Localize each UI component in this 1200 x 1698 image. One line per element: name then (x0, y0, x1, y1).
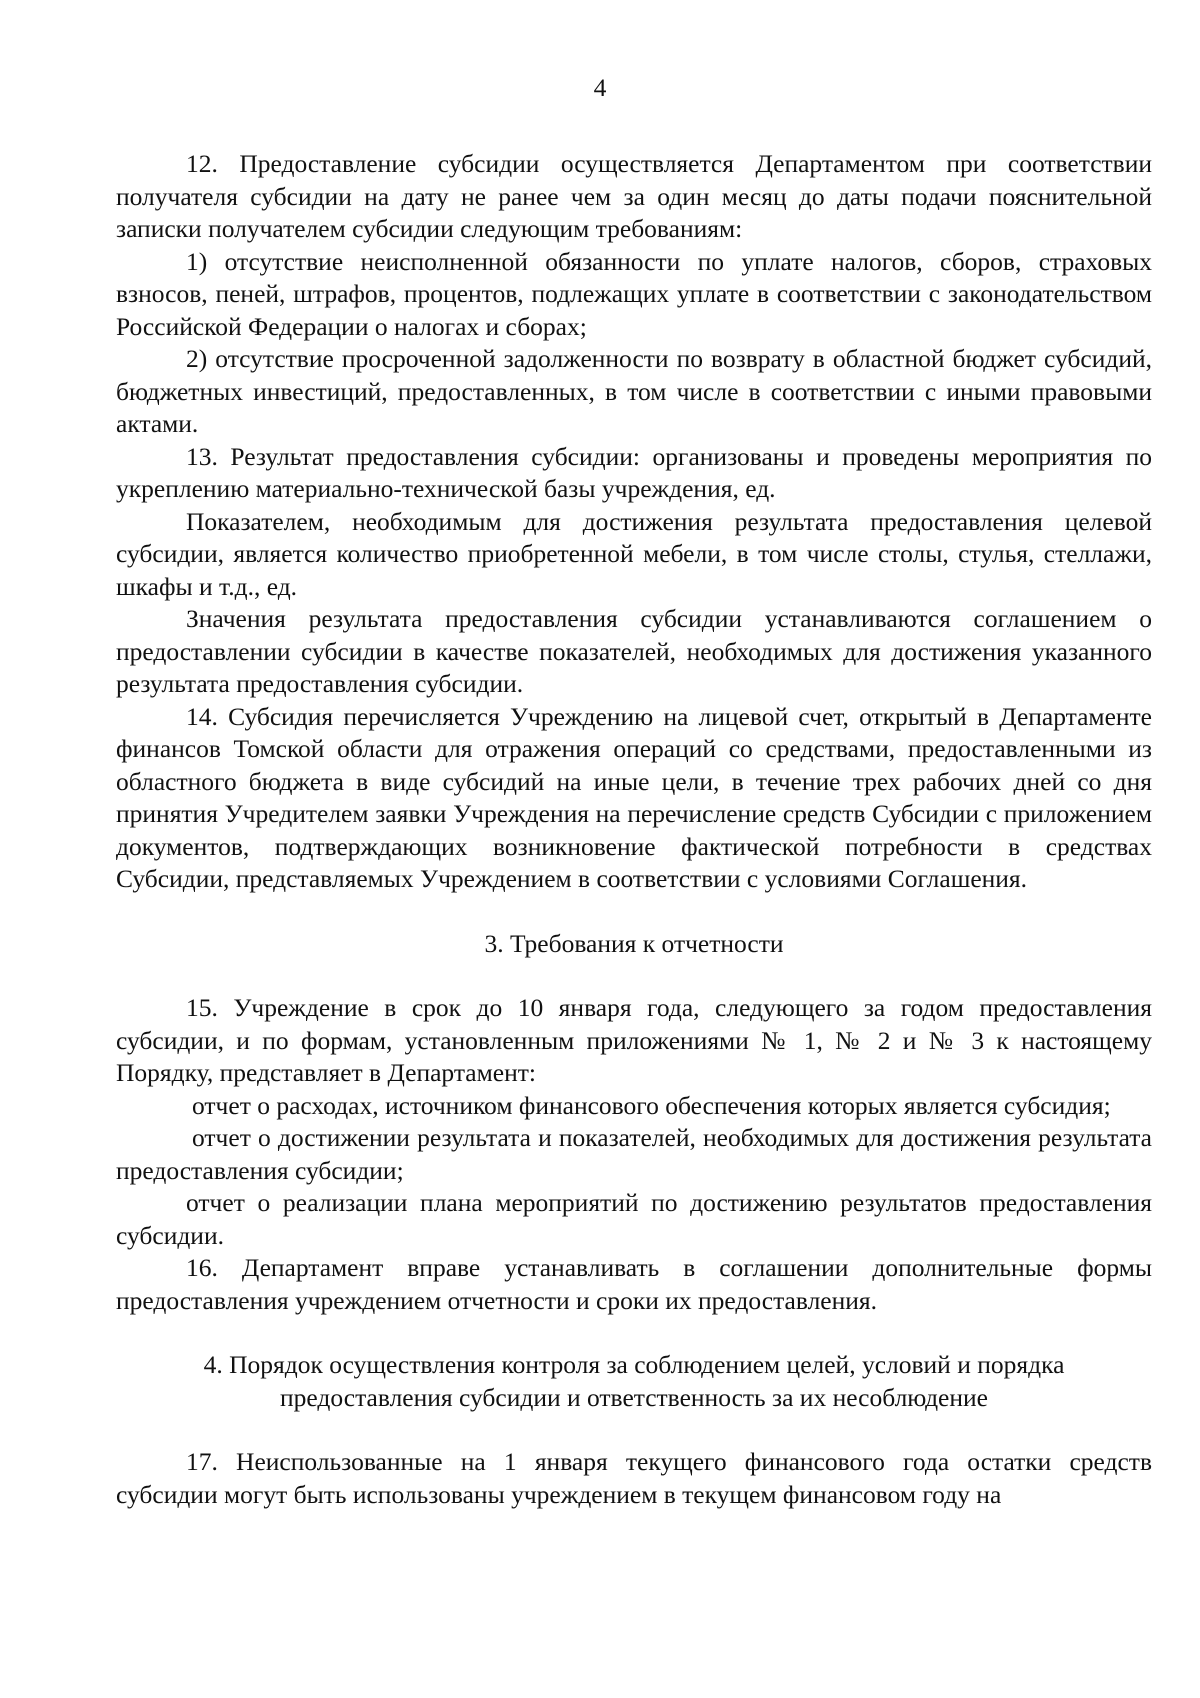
paragraph-14: 14. Субсидия перечисляется Учреждению на лицевой счет, открытый в Департаменте финансов Томской области для отражения операций со средствами, предоставленными из областного бюджета в виде субсидий на иные цели, в течение трех рабочих дней со дня принятия Учредителем заявки Учреждения на перечисление средств Субсидии с приложением документов, подтверждающих возникновение фактической потребности в средствах Субсидии, представляемых Учреждением в соответствии с условиями Соглашения. (116, 701, 1152, 893)
paragraph-15-report-plan: отчет о реализации плана мероприятий по достижению результатов предоставления субсидии. (116, 1188, 1152, 1250)
paragraph-13-indicator: Показателем, необходимым для достижения результата предоставления целевой субсидии, является количество приобретенной мебели, в том числе столы, стулья, стеллажи, шкафы и т.д., ед. (116, 506, 1152, 601)
paragraph-12-item-1: 1) отсутствие неисполненной обязанности по уплате налогов, сборов, страховых взносов, пеней, штрафов, процентов, подлежащих уплате в соответствии с законодательством Российской Федерации о налогах и сборах; (116, 246, 1152, 341)
paragraph-17: 17. Неиспользованные на 1 января текущего финансового года остатки средств субсидии могут быть использованы учреждением в текущем финансовом году на (116, 1447, 1152, 1509)
page-number: 4 (593, 73, 607, 102)
section-4-heading-line-1: 4. Порядок осуществления контроля за соблюдением целей, условий и порядка (203, 1350, 1065, 1379)
paragraph-16: 16. Департамент вправе устанавливать в соглашении дополнительные формы предоставления учреждением отчетности и сроки их предоставления. (116, 1253, 1152, 1315)
paragraph-15-report-expenses: отчет о расходах, источником финансового обеспечения которых является субсидия; (192, 1090, 1111, 1120)
paragraph-13-values: Значения результата предоставления субсидии устанавливаются соглашением о предоставлении субсидии в качестве показателей, необходимых для достижения указанного результата предоставления субсидии. (116, 604, 1152, 698)
section-4-heading-line-2: предоставления субсидии и ответственность за их несоблюдение (280, 1382, 988, 1412)
section-3-heading: 3. Требования к отчетности (484, 928, 784, 958)
document-body (116, 148, 1152, 1511)
paragraph-15: 15. Учреждение в срок до 10 января года, следующего за годом предоставления субсидии, и по формам, установленным приложениями № 1, № 2 и № 3 к настоящему Порядку, представляет в Департамент: (116, 993, 1152, 1087)
paragraph-13: 13. Результат предоставления субсидии: организованы и проведены мероприятия по укреплению материально-технической базы учреждения, ед. (116, 441, 1152, 503)
paragraph-12-item-2: 2) отсутствие просроченной задолженности по возврату в областной бюджет субсидий, бюджетных инвестиций, предоставленных, в том числе в соответствии с иными правовыми актами. (116, 344, 1152, 438)
paragraph-12: 12. Предоставление субсидии осуществляется Департаментом при соответствии получателя субсидии на дату не ранее чем за один месяц до даты подачи пояснительной записки получателем субсидии следующим требованиям: (116, 149, 1152, 243)
paragraph-15-report-results: отчет о достижении результата и показателей, необходимых для достижения результата предоставления субсидии; (116, 1123, 1152, 1185)
